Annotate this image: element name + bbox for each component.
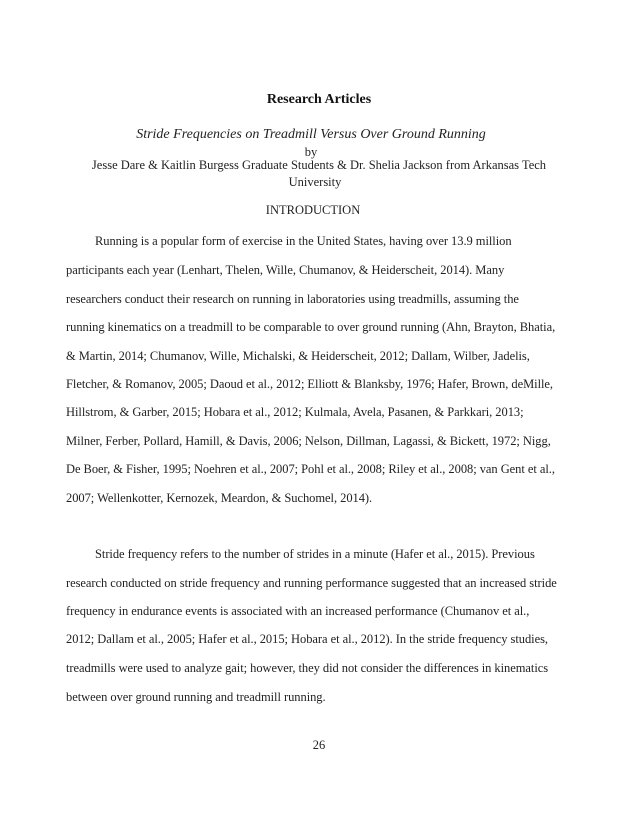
paragraph-1-line: & Martin, 2014; Chumanov, Wille, Michalski, & Heiderscheit, 2012; Dallam, Wilber, Jadelis, <box>66 349 530 363</box>
paragraph-2-line: frequency in endurance events is associated with an increased performance (Chumanov et al., <box>66 604 530 618</box>
page-number: 26 <box>312 738 326 752</box>
paragraph-2-line: 2012; Dallam et al., 2005; Hafer et al., 2015; Hobara et al., 2012). In the stride frequency studies, <box>66 632 548 646</box>
authors-line-continued: University <box>288 175 342 189</box>
section-title: Research Articles <box>266 92 372 107</box>
paragraph-1-line: Milner, Ferber, Pollard, Hamill, & Davis, 2006; Nelson, Dillman, Lagassi, & Bickett, 1972; Nigg, <box>66 434 551 448</box>
paragraph-1-line: Hillstrom, & Garber, 2015; Hobara et al., 2012; Kulmala, Avela, Pasanen, & Parkkari, 2013; <box>66 405 524 419</box>
introduction-heading: INTRODUCTION <box>265 203 361 217</box>
paragraph-1-line: 2007; Wellenkotter, Kernozek, Meardon, & Suchomel, 2014). <box>66 491 373 505</box>
paragraph-1-line: researchers conduct their research on running in laboratories using treadmills, assuming the <box>66 292 519 306</box>
paragraph-1-line: participants each year (Lenhart, Thelen, Wille, Chumanov, & Heiderscheit, 2014). Many <box>66 263 505 277</box>
paragraph-1-line: Fletcher, & Romanov, 2005; Daoud et al., 2012; Elliott & Blanksby, 1976; Hafer, Brown, deMille, <box>66 377 553 391</box>
byline-by: by <box>304 145 318 159</box>
paragraph-2-line: Stride frequency refers to the number of strides in a minute (Hafer et al., 2015). Previous <box>95 547 535 561</box>
paragraph-2-line: treadmills were used to analyze gait; however, they did not consider the differences in kinematics <box>66 661 549 675</box>
authors-line: Jesse Dare & Kaitlin Burgess Graduate Students & Dr. Shelia Jackson from Arkansas Tech <box>91 158 547 172</box>
paragraph-1-line: Running is a popular form of exercise in the United States, having over 13.9 million <box>95 234 512 248</box>
paragraph-2-line: research conducted on stride frequency and running performance suggested that an increased stride <box>66 576 557 590</box>
paragraph-1-line: running kinematics on a treadmill to be comparable to over ground running (Ahn, Brayton, Bhatia, <box>66 320 556 334</box>
paragraph-2-line: between over ground running and treadmill running. <box>66 690 326 704</box>
article-title: Stride Frequencies on Treadmill Versus Over Ground Running <box>136 127 486 142</box>
paragraph-1-line: De Boer, & Fisher, 1995; Noehren et al., 2007; Pohl et al., 2008; Riley et al., 2008; van Gent et al., <box>66 462 555 476</box>
